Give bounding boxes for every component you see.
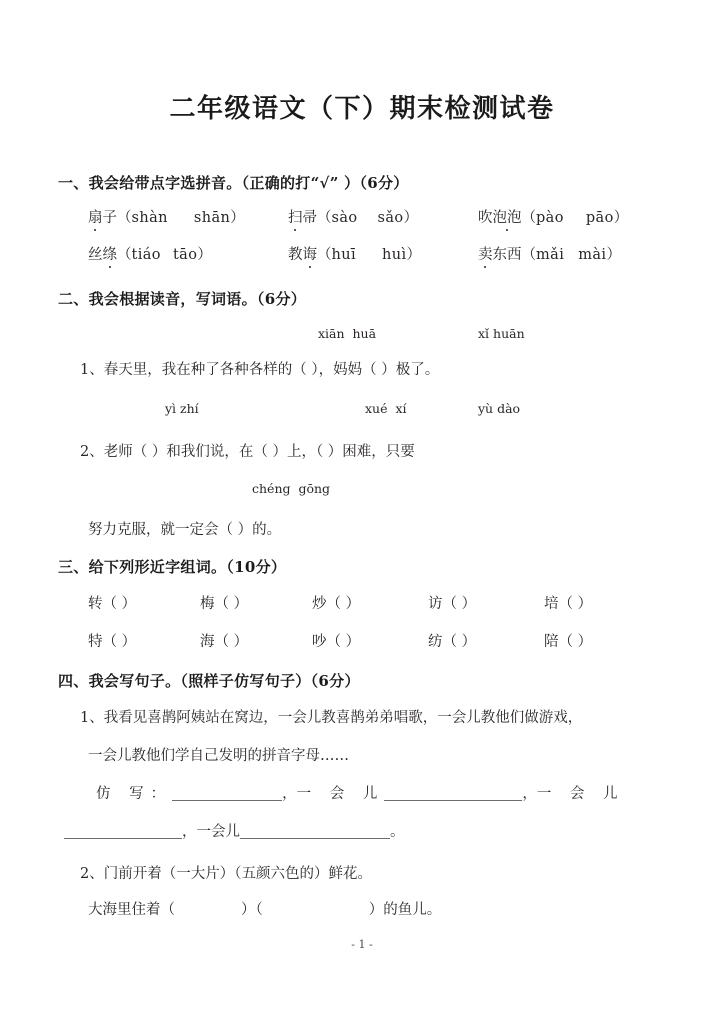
answer-blank[interactable] xyxy=(384,787,522,801)
pinyin-option-1[interactable]: mǎi xyxy=(536,247,565,263)
paren-close: ） xyxy=(406,247,422,263)
pinyin-option-2[interactable]: mài xyxy=(578,247,607,263)
paren-close: ） xyxy=(613,210,629,226)
pinyin-option-1[interactable]: huī xyxy=(331,247,357,263)
word-text: 丝 xyxy=(88,247,103,263)
paren-close: ） xyxy=(403,210,419,226)
yihuier-text: 一会儿 xyxy=(196,824,240,840)
section1-row-1 xyxy=(0,206,724,236)
answer-blank[interactable] xyxy=(64,825,182,839)
q1-item xyxy=(478,243,621,264)
sentence-post: ）的鱼儿。 xyxy=(368,902,442,918)
paren-close: ） xyxy=(197,247,212,263)
q1-item xyxy=(88,206,245,227)
char-word-cell[interactable]: 吵（ ） xyxy=(312,634,361,650)
section-heading-2: 二、我会根据读音，写词语。（6分） xyxy=(58,290,307,308)
q1-item xyxy=(288,206,418,227)
section3-row-2 xyxy=(0,630,724,660)
char-word-cell[interactable]: 培（ ） xyxy=(544,596,593,612)
dotted-char: 扫 xyxy=(288,206,303,227)
fangxie-line-2 xyxy=(64,820,405,841)
dotted-char: 绦 xyxy=(103,243,118,264)
char-word-cell[interactable]: 纺（ ） xyxy=(428,634,477,650)
char-word-cell[interactable]: 陪（ ） xyxy=(544,634,593,650)
section-heading-1: 一、我会给带点字选拼音。（正确的打“√” ）（6分） xyxy=(58,174,409,192)
comma: ， xyxy=(522,786,537,802)
page-title: 二年级语文（下）期末检测试卷 xyxy=(169,94,555,124)
sentence-mid: ）（ xyxy=(241,902,263,918)
pinyin-option-1[interactable]: pào xyxy=(536,210,564,226)
dotted-char: 诲 xyxy=(303,243,318,264)
char-word-cell[interactable]: 梅（ ） xyxy=(200,596,249,612)
pinyin-hint: chéng gōng xyxy=(252,481,331,496)
dotted-char: 扇 xyxy=(88,206,103,227)
paren-open: （ xyxy=(521,210,536,226)
section3-row-1 xyxy=(0,592,724,622)
char-word-cell[interactable]: 炒（ ） xyxy=(312,596,361,612)
example-sentence-line-1: 1、我看见喜鹊阿姨站在窝边，一会儿教喜鹊弟弟唱歌，一会儿教他们做游戏， xyxy=(80,710,583,726)
page-number: - 1 - xyxy=(351,938,373,951)
paren-close: ） xyxy=(230,210,245,226)
q1-item xyxy=(88,243,212,264)
fangxie-label: 仿 写： xyxy=(96,786,173,802)
pinyin-option-2[interactable]: tāo xyxy=(172,247,198,263)
char-word-cell[interactable]: 访（ ） xyxy=(428,596,477,612)
section-heading-4: 四、我会写句子。（照样子仿写句子）（6分） xyxy=(58,672,360,690)
pinyin-option-2[interactable]: pāo xyxy=(585,210,614,226)
answer-blank[interactable] xyxy=(172,787,282,801)
pinyin-hint: yì zhí xyxy=(165,401,199,416)
paren-open: （ xyxy=(317,247,332,263)
word-text: 教 xyxy=(288,247,303,263)
char-word-cell[interactable]: 转（ ） xyxy=(88,596,137,612)
question-text: 2、老师（ ）和我们说，在（ ）上，（ ）困难，只要 xyxy=(80,444,415,460)
pinyin-option-2[interactable]: huì xyxy=(382,247,407,263)
answer-blank[interactable] xyxy=(240,825,390,839)
example-sentence-line-2: 一会儿教他们学自己发明的拼音字母…… xyxy=(88,748,349,764)
yihuier-text: 一 会 儿 xyxy=(536,786,625,802)
paren-open: （ xyxy=(117,247,132,263)
pinyin-option-2[interactable]: shān xyxy=(193,210,231,226)
paren-close: ） xyxy=(606,247,621,263)
yihuier-text: 一 会 儿 xyxy=(296,786,385,802)
period: 。 xyxy=(390,824,405,840)
pinyin-hint: xué xí xyxy=(365,401,407,416)
comma: ， xyxy=(282,786,297,802)
fangxie-line-1 xyxy=(96,782,625,803)
paren-open: （ xyxy=(521,247,536,263)
pinyin-option-1[interactable]: tiáo xyxy=(131,247,161,263)
example-sentence-2: 2、门前开着（一大片）（五颜六色的）鲜花。 xyxy=(80,866,372,882)
dotted-char: 泡泡 xyxy=(493,206,522,227)
char-word-cell[interactable]: 特（ ） xyxy=(88,634,137,650)
word-text: 帚 xyxy=(302,210,317,226)
question-text: 1、春天里，我在种了各种各样的（ ），妈妈（ ）极了。 xyxy=(80,362,440,378)
section1-row-2 xyxy=(0,243,724,273)
pinyin-hint: yù dào xyxy=(478,401,521,416)
pinyin-option-2[interactable]: sǎo xyxy=(377,210,404,226)
pinyin-option-1[interactable]: shàn xyxy=(131,210,168,226)
pinyin-option-1[interactable]: sào xyxy=(331,210,358,226)
section-heading-3: 三、给下列形近字组词。（10分） xyxy=(58,558,287,576)
char-word-cell[interactable]: 海（ ） xyxy=(200,634,249,650)
sentence-pre: 大海里住着（ xyxy=(88,902,175,918)
word-text: 东西 xyxy=(492,247,522,263)
answer-sentence-2 xyxy=(88,898,441,919)
dotted-char: 卖 xyxy=(478,243,493,264)
word-text: 吹 xyxy=(478,210,493,226)
paren-open: （ xyxy=(317,210,332,226)
comma: ， xyxy=(182,824,197,840)
q1-item xyxy=(288,243,421,264)
question-text: 努力克服，就一定会（ ）的。 xyxy=(88,522,282,538)
pinyin-hint: xǐ huān xyxy=(478,326,525,341)
pinyin-hint: xiān huā xyxy=(318,326,377,341)
word-text: 子 xyxy=(102,210,117,226)
paren-open: （ xyxy=(117,210,132,226)
q1-item xyxy=(478,206,628,227)
